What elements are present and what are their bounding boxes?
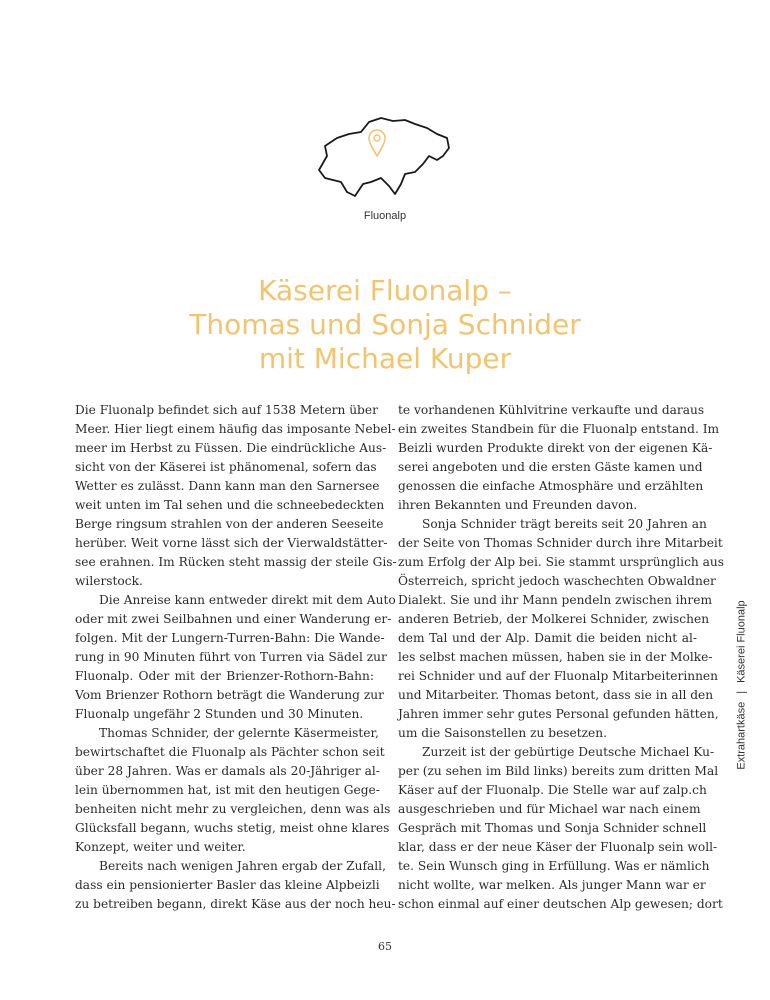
location-pin-icon	[369, 130, 385, 156]
text-line: Sonja Schnider trägt bereits seit 20 Jahren an	[422, 517, 707, 531]
running-head	[733, 592, 751, 777]
text-line: genossen die einfache Atmosphäre und erzählten	[398, 479, 704, 493]
text-line: Die Fluonalp befindet sich auf 1538 Metern über	[75, 403, 378, 417]
text-line: ihren Bekannten und Freunden davon.	[398, 498, 638, 512]
text-line: dass ein pensionierter Basler das kleine Alpbeizli	[75, 878, 380, 892]
text-line: Fluonalp ungefähr 2 Stunden und 30 Minuten.	[75, 707, 364, 721]
text-line: Beizli wurden Produkte direkt von der eigenen Kä-	[398, 441, 713, 455]
text-line: Gespräch mit Thomas und Sonja Schnider schnell	[398, 821, 707, 835]
text-line: les selbst machen müssen, haben sie in der Molke-	[398, 650, 713, 664]
page-number: 65	[378, 940, 392, 953]
text-line: nicht wollte, war melken. Als junger Mann war er	[398, 878, 706, 892]
text-line: per (zu sehen im Bild links) bereits zum dritten Mal	[398, 764, 719, 778]
text-line: bewirtschaftet die Fluonalp als Pächter schon seit	[75, 745, 385, 759]
text-line: wilerstock.	[75, 574, 143, 588]
text-line: und Mitarbeiter. Thomas betont, dass sie in all den	[398, 688, 714, 702]
text-line: um die Saisonstellen zu besetzen.	[398, 726, 607, 740]
article-title	[0, 274, 770, 376]
text-line: klar, dass er der neue Käser der Fluonalp sein woll-	[398, 840, 718, 854]
text-line: Zurzeit ist der gebürtige Deutsche Michael Ku-	[422, 745, 715, 759]
running-head-separator: |	[736, 690, 749, 694]
text-line: ein zweites Standbein für die Fluonalp entstand. Im	[398, 422, 720, 436]
text-line: sicht von der Käserei ist phänomenal, sofern das	[75, 460, 377, 474]
switzerland-map-icon	[315, 112, 455, 202]
text-line: Konzept, weiter und weiter.	[75, 840, 246, 854]
text-line: te. Sein Wunsch ging in Erfüllung. Was er nämlich	[398, 859, 710, 873]
switzerland-map-with-pin-icon	[315, 112, 455, 202]
text-line: te vorhandenen Kühlvitrine verkaufte und daraus	[398, 403, 705, 417]
text-line: Thomas Schnider, der gelernte Käsermeister,	[99, 726, 379, 740]
text-line: benheiten nicht mehr zu vergleichen, denn was als	[75, 802, 391, 816]
text-line: rei Schnider und auf der Fluonalp Mitarbeiterinnen	[398, 669, 718, 683]
text-line: Jahren immer sehr gutes Personal gefunden hätten,	[398, 707, 719, 721]
text-line: der Seite von Thomas Schnider durch ihre Mitarbeit	[398, 536, 723, 550]
text-line: Die Anreise kann entweder direkt mit dem Auto	[99, 593, 396, 607]
text-line: weit unten im Tal sehen und die schneebedeckten	[75, 498, 385, 512]
text-line: anderen Betrieb, der Molkerei Schnider, zwischen	[398, 612, 710, 626]
text-line: rung in 90 Minuten führt von Turren via Sädel zur	[75, 650, 387, 664]
text-line: Dialekt. Sie und ihr Mann pendeln zwischen ihrem	[398, 593, 713, 607]
text-line: zum Erfolg der Alp bei. Sie stammt ursprünglich aus	[398, 555, 725, 569]
text-line: herüber. Weit vorne lässt sich der Vierwaldstätter-	[75, 536, 388, 550]
text-line: zu betreiben begann, direkt Käse aus der noch heu-	[75, 897, 396, 911]
text-line: folgen. Mit der Lungern-Turren-Bahn: Die Wande-	[75, 631, 385, 645]
body-column-right	[398, 401, 725, 914]
text-line: über 28 Jahren. Was er damals als 20-Jähriger al-	[75, 764, 380, 778]
running-head-section: Extrahartkäse	[736, 701, 749, 770]
text-line: meer im Herbst zu Füssen. Die eindrückliche Aus-	[75, 441, 387, 455]
text-line: Berge ringsum strahlen von der anderen Seeseite	[75, 517, 384, 531]
text-line: Österreich, spricht jedoch waschechten Obwaldner	[398, 574, 716, 588]
text-line: dem Tal und der Alp. Damit die beiden nicht al-	[398, 631, 697, 645]
title-line: Käserei Fluonalp –	[258, 274, 512, 307]
text-line: Bereits nach wenigen Jahren ergab der Zufall,	[99, 859, 386, 873]
text-line: Käser auf der Fluonalp. Die Stelle war auf zalp.ch	[398, 783, 707, 797]
running-head-chapter: Käserei Fluonalp	[736, 599, 749, 683]
text-line: serei angeboten und die ersten Gäste kamen und	[398, 460, 703, 474]
text-line: lein übernommen hat, ist mit den heutigen Gege-	[75, 783, 380, 797]
text-line: ausgeschrieben und für Michael war nach einem	[398, 802, 701, 816]
map-location-label: Fluonalp	[363, 210, 407, 222]
text-line: see erahnen. Im Rücken steht massig der steile Gis-	[75, 555, 397, 569]
text-line: Glücksfall begann, wuchs stetig, meist ohne klares	[75, 821, 390, 835]
title-line: Thomas und Sonja Schnider	[189, 308, 581, 341]
title-line: mit Michael Kuper	[258, 342, 512, 375]
text-line: Vom Brienzer Rothorn beträgt die Wanderung zur	[75, 688, 384, 702]
text-line: Fluonalp. Oder mit der Brienzer-Rothorn-Bahn:	[75, 669, 374, 683]
text-line: schon einmal auf einer deutschen Alp gewesen; dort	[398, 897, 723, 911]
text-line: oder mit zwei Seilbahnen und einer Wanderung er-	[75, 612, 392, 626]
body-column-left	[75, 401, 397, 914]
text-line: Meer. Hier liegt einem häufig das imposante Nebel-	[75, 422, 396, 436]
text-line: Wetter es zulässt. Dann kann man den Sarnersee	[75, 479, 380, 493]
